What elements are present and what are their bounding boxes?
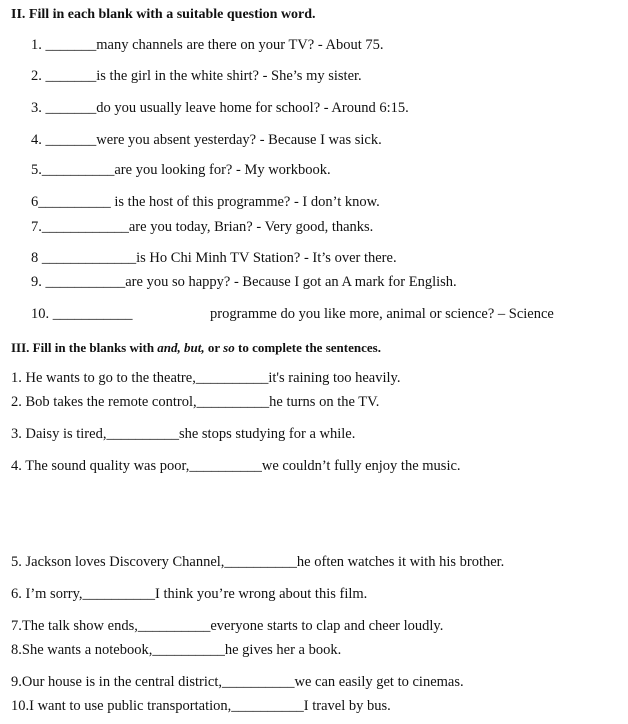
q2-item-3: 3. _______do you usually leave home for school? - Around 6:15.: [31, 100, 409, 116]
q3-item-9: 9.Our house is in the central district,__________we can easily get to cinemas.: [11, 674, 464, 690]
q3-item-6: 6. I’m sorry,__________I think you’re wrong about this film.: [11, 586, 368, 602]
section-2-title: II. Fill in each blank with a suitable question word.: [11, 7, 316, 22]
q3-item-10: 10.I want to use public transportation,__________I travel by bus.: [11, 698, 391, 714]
q2-item-1: 1. _______many channels are there on your TV? - About 75.: [31, 37, 384, 53]
q2-item-6: 6__________ is the host of this programme? - I don’t know.: [31, 194, 380, 210]
q2-item-10-text: programme do you like more, animal or science? – Science: [210, 306, 554, 322]
q2-item-9: 9. ___________are you so happy? - Because I got an A mark for English.: [31, 274, 457, 290]
section-3-title: III. Fill in the blanks with and, but, or so to complete the sentences.: [11, 340, 381, 355]
q2-item-10-blank: 10. ___________: [31, 306, 133, 322]
q2-item-5: 5.__________are you looking for? - My workbook.: [31, 162, 331, 178]
q3-item-7: 7.The talk show ends,__________everyone starts to clap and cheer loudly.: [11, 618, 444, 634]
q3-item-5: 5. Jackson loves Discovery Channel,__________he often watches it with his brother.: [11, 554, 505, 570]
q3-item-8: 8.She wants a notebook,__________he gives her a book.: [11, 642, 342, 658]
q2-item-2: 2. _______is the girl in the white shirt? - She’s my sister.: [31, 68, 362, 84]
q2-item-4: 4. _______were you absent yesterday? - Because I was sick.: [31, 132, 382, 148]
q3-item-1: 1. He wants to go to the theatre,__________it's raining too heavily.: [11, 370, 401, 386]
q2-item-7: 7.____________are you today, Brian? - Very good, thanks.: [31, 219, 374, 235]
q3-item-2: 2. Bob takes the remote control,__________he turns on the TV.: [11, 394, 380, 410]
q3-item-4: 4. The sound quality was poor,__________we couldn’t fully enjoy the music.: [11, 458, 461, 474]
q3-item-3: 3. Daisy is tired,__________she stops studying for a while.: [11, 426, 356, 442]
q2-item-8: 8 _____________is Ho Chi Minh TV Station? - It’s over there.: [31, 250, 397, 266]
